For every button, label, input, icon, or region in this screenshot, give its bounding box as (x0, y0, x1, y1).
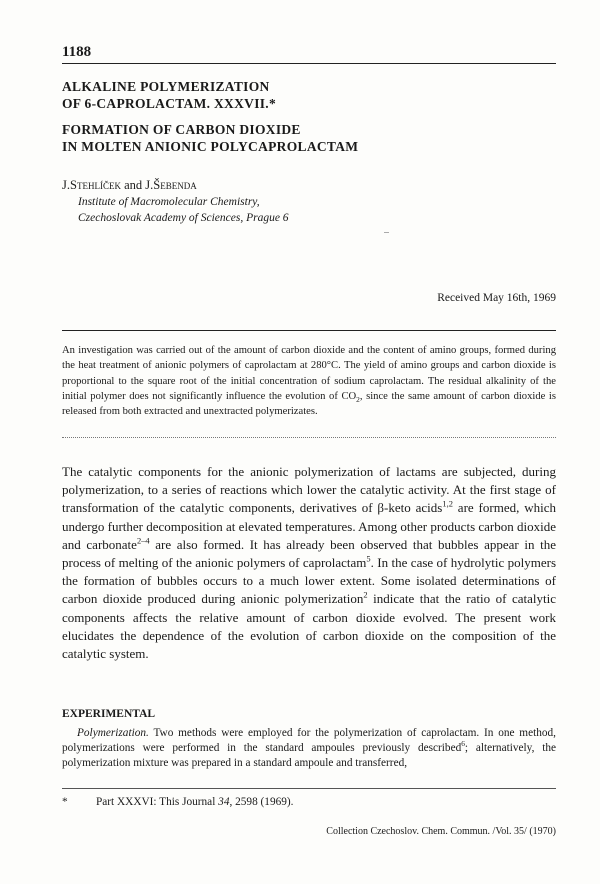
body-text-5: indicate that the ratio of catalytic components affects the relative amount of carbon dioxide evolved. The present work elucidates the dependence of the evolution of carbon dioxide on the composition of the catalytic system. (62, 591, 557, 662)
author-conjunction: and (120, 178, 146, 192)
authors (62, 178, 197, 193)
citation-2-4: 2–4 (136, 535, 150, 546)
footnote-rule (62, 788, 556, 789)
citation-5: 5 (366, 553, 371, 564)
footnote (62, 796, 293, 808)
footnote-text-1: Part XXXVI: This Journal (96, 796, 219, 808)
author-1-initial: J. (62, 178, 70, 192)
abstract-top-rule (62, 330, 556, 331)
abstract-bottom-rule (62, 437, 556, 438)
abstract (62, 343, 556, 419)
abstract-text-1: An investigation was carried out of the amount of carbon dioxide and the content of amino groups, formed during the heat treatment of anionic polymers of caprolactam at 280°C. The yield of amino groups and carbon dioxide is proportional to the square root of the initial concentration of sodium caprolactam. The residual alkalinity of the initial polymer does not significantly influence the evolution of CO (62, 345, 556, 402)
scan-speck (384, 232, 389, 236)
body-text-1: The catalytic components for the anionic polymerization of lactams are subjected, during polymerization, to a series of reactions which lower the catalytic activity. At the first stage of transformation of the catalytic components, derivatives of β-keto acids (62, 464, 556, 516)
abstract-text-2: , since the same amount of carbon dioxide is released from both extracted and unextracted polymerizates. (62, 390, 556, 418)
body-paragraph (62, 463, 556, 663)
page-number: 1188 (62, 44, 92, 60)
experimental-paragraph (62, 726, 556, 772)
citation-6: 6 (461, 739, 465, 749)
title-line-3: FORMATION OF CARBON DIOXIDE (62, 122, 301, 137)
citation-2: 2 (363, 590, 368, 601)
citation-1-2: 1,2 (442, 499, 453, 510)
author-1-surname: Stehlíček (70, 178, 121, 192)
affiliation-line-2: Czechoslovak Academy of Sciences, Prague 6 (78, 212, 289, 224)
title-line-2: OF 6-CAPROLACTAM. XXXVII.* (62, 96, 277, 111)
experimental-lead: Polymerization. (77, 727, 149, 739)
title-line-1: ALKALINE POLYMERIZATION (62, 79, 270, 94)
affiliation-line-1: Institute of Macromolecular Chemistry, (78, 196, 260, 208)
footnote-volume: 34 (218, 796, 230, 808)
experimental-text-1: Two methods were employed for the polymerization of caprolactam. In one method, polymerizations were performed in the standard ampoules previously described (62, 727, 556, 755)
abstract-subscript: 2 (356, 395, 360, 404)
experimental-text-2: ; alternatively, the polymerization mixture was prepared in a standard ampoule and transferred, (62, 742, 556, 770)
section-heading-experimental: EXPERIMENTAL (62, 708, 156, 720)
body-text-3: are also formed. It has already been observed that bubbles appear in the process of melting of the anionic polymers of caprolactam (62, 536, 556, 571)
author-2-initial: J. (145, 178, 154, 192)
received-date: Received May 16th, 1969 (437, 292, 556, 304)
author-2-surname: Šebenda (153, 178, 197, 192)
title-line-4: IN MOLTEN ANIONIC POLYCAPROLACTAM (62, 139, 359, 154)
footnote-mark: * (62, 796, 68, 808)
footnote-text-2: , 2598 (1969). (229, 796, 294, 808)
header-rule (62, 63, 556, 64)
body-text-2: are formed, which undergo further decomposition at elevated temperatures. Among other products carbon dioxide and carbonate (62, 500, 556, 552)
body-text-4: . In the case of hydrolytic polymers the formation of bubbles occurs to a much lower extent. Some isolated determinations of carbon dioxide produced during anionic polymerization (62, 555, 557, 607)
journal-line: Collection Czechoslov. Chem. Commun. /Vol. 35/ (1970) (326, 826, 556, 837)
